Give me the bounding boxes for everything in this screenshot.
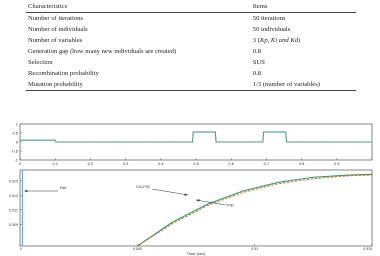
y-tick-label: 0.509 <box>9 222 18 227</box>
table-cell-item <box>249 35 356 46</box>
table-cell-item: 50 individuals <box>252 26 291 33</box>
zoomed-response-chart <box>0 165 380 256</box>
table-header-row <box>26 0 356 13</box>
x-tick-label: 0.515 <box>363 247 372 251</box>
series-line <box>20 132 372 142</box>
x-tick-label: 0.7 <box>263 161 270 166</box>
table-row <box>26 68 356 79</box>
x-axis-label: Time (sec) <box>186 251 206 256</box>
y-tick-label: -1 <box>14 157 18 163</box>
header-items: Items <box>249 0 356 13</box>
table-row <box>26 35 356 46</box>
x-tick-label: 0.9 <box>334 161 340 166</box>
annotation-arrowhead <box>196 199 200 201</box>
x-tick-label: 0 <box>18 161 22 166</box>
series-line <box>137 175 372 246</box>
series-line <box>137 174 372 246</box>
annotation-arrowhead <box>24 190 27 193</box>
x-tick-label: 0 <box>20 247 22 251</box>
y-tick-label: 0 <box>15 139 18 145</box>
table-cell-characteristic: Recombination probability <box>28 70 99 77</box>
x-tick-label: 0.3 <box>122 161 129 166</box>
x-tick-label: 0.5 <box>193 161 199 166</box>
plot-frame <box>20 170 372 246</box>
ga-parameters-table <box>26 0 356 91</box>
item-suffix: ) <box>298 37 301 44</box>
annotation-pid: PID <box>227 202 234 208</box>
x-tick-label: 0.2 <box>87 161 94 166</box>
x-tick-label: 0.1 <box>52 161 58 166</box>
step-response-chart <box>0 118 380 168</box>
annotation-ga-pid: GA-PID <box>136 184 150 189</box>
table-cell-item: SUS <box>252 59 265 66</box>
table-cell-item: 0.8 <box>252 48 262 55</box>
y-tick-label: 0.511 <box>9 208 18 213</box>
series-line <box>20 170 22 246</box>
parameters-table <box>26 0 356 91</box>
table-cell-item: 0.8 <box>252 70 262 77</box>
series-line <box>20 132 372 142</box>
table-row <box>26 46 356 57</box>
x-tick-label: 0.51 <box>251 247 259 251</box>
table-cell-item: 1/3 (number of variables) <box>249 79 356 91</box>
item-italic: Kp, Ki and Kd <box>259 37 299 44</box>
header-characteristics: Characteristics <box>26 0 249 13</box>
y-tick-label: 0.513 <box>9 193 18 198</box>
table-cell-characteristic: Selection <box>28 59 53 66</box>
table-cell-characteristic: Number of variables <box>28 37 83 44</box>
table-cell-characteristic: Number of iterations <box>28 15 83 22</box>
table-row <box>26 79 356 91</box>
table-cell-characteristic: Number of individuals <box>28 26 88 33</box>
x-tick-label: 0.505 <box>132 247 142 251</box>
table-cell-characteristic: Mutation probability <box>26 79 249 91</box>
table-row <box>26 24 356 35</box>
annotation-ref: Ref <box>60 185 67 190</box>
annotation-arrowhead <box>184 193 188 195</box>
table-row <box>26 13 356 25</box>
x-tick-label: 0.6 <box>228 161 234 166</box>
y-tick-label: 0.515 <box>9 179 18 184</box>
y-tick-label: -0.5 <box>11 148 18 154</box>
annotation-arrow <box>152 189 188 195</box>
table-cell-item: 50 iterations <box>252 15 286 22</box>
table-cell-characteristic: Generation gap (how many new individuals are created) <box>28 48 177 55</box>
x-tick-label: 0.4 <box>158 161 164 166</box>
y-tick-label: 0.5 <box>12 130 18 136</box>
item-prefix: 3 ( <box>252 37 260 44</box>
y-tick-label: 1 <box>15 121 18 127</box>
table-row <box>26 57 356 68</box>
x-tick-label: 0.8 <box>298 161 305 166</box>
